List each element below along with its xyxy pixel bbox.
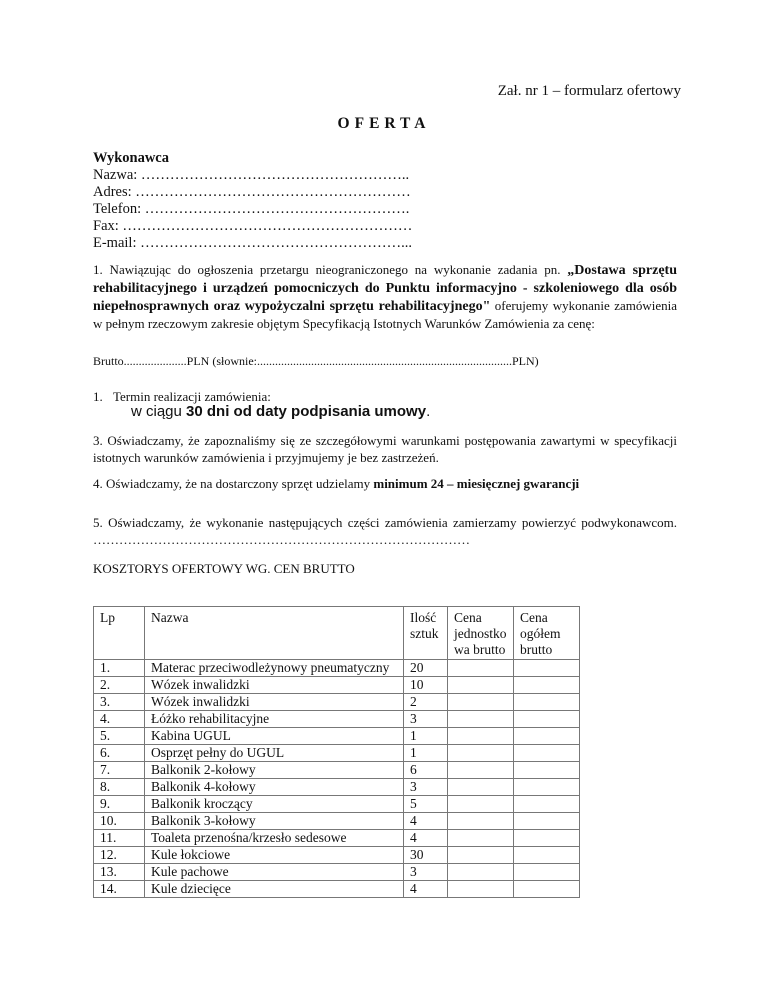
table-row <box>94 660 580 677</box>
row-unit-price-cell[interactable] <box>448 728 514 745</box>
field-value[interactable]: ………………………………………………. <box>144 201 410 217</box>
cost-estimate-heading: KOSZTORYS OFERTOWY WG. CEN BRUTTO <box>93 561 355 576</box>
row-name: Kule łokciowe <box>145 847 404 864</box>
row-total-price-cell[interactable] <box>514 677 580 694</box>
row-lp: 9. <box>94 796 145 813</box>
row-quantity: 3 <box>404 864 448 881</box>
section-1-offer <box>93 261 677 332</box>
row-name: Kule pachowe <box>145 864 404 881</box>
contractor-field-fax[interactable] <box>93 218 412 235</box>
field-value[interactable]: …………………………………………………… <box>122 218 413 234</box>
deadline-suffix: . <box>426 403 431 420</box>
row-quantity: 1 <box>404 745 448 762</box>
row-quantity: 4 <box>404 813 448 830</box>
field-value[interactable]: ………………………………………………... <box>140 235 412 251</box>
contractor-field-phone[interactable] <box>93 201 412 218</box>
row-name: Balkonik 4-kołowy <box>145 779 404 796</box>
row-unit-price-cell[interactable] <box>448 864 514 881</box>
row-lp: 8. <box>94 779 145 796</box>
contractor-heading: Wykonawca <box>93 150 169 166</box>
row-name: Toaleta przenośna/krzesło sedesowe <box>145 830 404 847</box>
section-5-subcontractors[interactable]: 5. Oświadczamy, że wykonanie następujących części zamówienia zamierzamy powierzyć podwykonawcom. …………………………………………………………………………… <box>93 515 677 547</box>
row-name: Balkonik kroczący <box>145 796 404 813</box>
table-row <box>94 677 580 694</box>
row-name: Kabina UGUL <box>145 728 404 745</box>
row-unit-price-cell[interactable] <box>448 677 514 694</box>
field-label: Adres: <box>93 184 132 200</box>
row-name: Wózek inwalidzki <box>145 694 404 711</box>
section-1-rest: oferujemy wykonanie zamówienia w pełnym rzeczowym zakresie objętym Specyfikacją Istotnych Warunków Zamówienia za cenę: <box>93 298 677 331</box>
row-quantity: 30 <box>404 847 448 864</box>
deadline-number: 1. <box>93 389 103 404</box>
row-quantity: 4 <box>404 830 448 847</box>
row-lp: 11. <box>94 830 145 847</box>
row-total-price-cell[interactable] <box>514 660 580 677</box>
table-row <box>94 864 580 881</box>
row-total-price-cell[interactable] <box>514 694 580 711</box>
deadline-days: 30 dni od daty podpisania umowy <box>186 403 427 420</box>
table-row <box>94 881 580 898</box>
row-quantity: 3 <box>404 779 448 796</box>
row-lp: 10. <box>94 813 145 830</box>
field-label: Telefon: <box>93 201 142 217</box>
column-header-quantity: Ilość sztuk <box>404 607 448 660</box>
row-lp: 1. <box>94 660 145 677</box>
row-total-price-cell[interactable] <box>514 728 580 745</box>
row-name: Balkonik 2-kołowy <box>145 762 404 779</box>
row-quantity: 3 <box>404 711 448 728</box>
row-unit-price-cell[interactable] <box>448 881 514 898</box>
contractor-field-name[interactable] <box>93 167 412 184</box>
table-row <box>94 779 580 796</box>
row-unit-price-cell[interactable] <box>448 660 514 677</box>
row-quantity: 20 <box>404 660 448 677</box>
row-unit-price-cell[interactable] <box>448 711 514 728</box>
section-4-warranty <box>93 475 677 492</box>
row-total-price-cell[interactable] <box>514 881 580 898</box>
gross-price-line[interactable]: Brutto.....................PLN (słownie:.....................................................................................PLN) <box>93 354 539 368</box>
row-lp: 12. <box>94 847 145 864</box>
row-total-price-cell[interactable] <box>514 813 580 830</box>
column-header-total-price: Cena ogółem brutto <box>514 607 580 660</box>
column-header-name: Nazwa <box>145 607 404 660</box>
row-name: Wózek inwalidzki <box>145 677 404 694</box>
table-row <box>94 762 580 779</box>
row-lp: 14. <box>94 881 145 898</box>
deadline-value <box>131 403 430 420</box>
row-quantity: 6 <box>404 762 448 779</box>
row-name: Łóżko rehabilitacyjne <box>145 711 404 728</box>
row-lp: 2. <box>94 677 145 694</box>
table-row <box>94 813 580 830</box>
row-total-price-cell[interactable] <box>514 762 580 779</box>
section-4-text: 4. Oświadczamy, że na dostarczony sprzęt udzielamy <box>93 476 374 491</box>
contractor-section <box>93 150 412 252</box>
row-lp: 3. <box>94 694 145 711</box>
document-title: OFERTA <box>337 115 431 132</box>
row-lp: 6. <box>94 745 145 762</box>
row-unit-price-cell[interactable] <box>448 813 514 830</box>
row-quantity: 10 <box>404 677 448 694</box>
row-quantity: 5 <box>404 796 448 813</box>
table-row <box>94 847 580 864</box>
row-total-price-cell[interactable] <box>514 779 580 796</box>
row-quantity: 1 <box>404 728 448 745</box>
row-name: Materac przeciwodleżynowy pneumatyczny <box>145 660 404 677</box>
row-unit-price-cell[interactable] <box>448 796 514 813</box>
contractor-field-email[interactable] <box>93 235 412 252</box>
table-row <box>94 711 580 728</box>
column-header-unit-price: Cena jednostko wa brutto <box>448 607 514 660</box>
row-name: Balkonik 3-kołowy <box>145 813 404 830</box>
field-label: Nazwa: <box>93 167 138 183</box>
row-total-price-cell[interactable] <box>514 847 580 864</box>
row-unit-price-cell[interactable] <box>448 830 514 847</box>
row-name: Osprzęt pełny do UGUL <box>145 745 404 762</box>
row-lp: 7. <box>94 762 145 779</box>
row-quantity: 2 <box>404 694 448 711</box>
column-header-lp: Lp <box>94 607 145 660</box>
row-unit-price-cell[interactable] <box>448 762 514 779</box>
field-label: Fax: <box>93 218 119 234</box>
row-unit-price-cell[interactable] <box>448 745 514 762</box>
row-unit-price-cell[interactable] <box>448 847 514 864</box>
field-value[interactable]: ………………………………………………… <box>135 184 411 200</box>
row-lp: 13. <box>94 864 145 881</box>
section-1-intro: 1. Nawiązując do ogłoszenia przetargu nieograniczonego na wykonanie zadania pn. <box>93 262 568 277</box>
row-lp: 5. <box>94 728 145 745</box>
cost-estimate-table <box>93 606 580 898</box>
row-total-price-cell[interactable] <box>514 830 580 847</box>
table-row <box>94 796 580 813</box>
row-name: Kule dziecięce <box>145 881 404 898</box>
row-lp: 4. <box>94 711 145 728</box>
row-unit-price-cell[interactable] <box>448 694 514 711</box>
contractor-field-address[interactable] <box>93 184 412 201</box>
warranty-term: minimum 24 – miesięcznej gwarancji <box>373 476 580 491</box>
section-3-declaration: 3. Oświadczamy, że zapoznaliśmy się ze szczegółowymi warunkami postępowania zawartymi w specyfikacji istotnych warunków zamówienia i przyjmujemy je bez zastrzeżeń. <box>93 433 677 465</box>
row-total-price-cell[interactable] <box>514 745 580 762</box>
field-value[interactable]: ……………………………………………….. <box>140 167 410 183</box>
deadline-label-text: Termin realizacji zamówienia: <box>113 389 271 404</box>
table-row <box>94 694 580 711</box>
table-row <box>94 830 580 847</box>
row-total-price-cell[interactable] <box>514 711 580 728</box>
table-row <box>94 745 580 762</box>
deadline-prefix: w ciągu <box>131 403 187 420</box>
field-label: E-mail: <box>93 235 137 251</box>
attachment-label: Zał. nr 1 – formularz ofertowy <box>497 83 681 99</box>
row-unit-price-cell[interactable] <box>448 779 514 796</box>
row-quantity: 4 <box>404 881 448 898</box>
row-total-price-cell[interactable] <box>514 864 580 881</box>
row-total-price-cell[interactable] <box>514 796 580 813</box>
table-row <box>94 728 580 745</box>
task-name: „Dostawa sprzętu rehabilitacyjnego i urządzeń pomocniczych do Punktu informacyjno - szkoleniowego dla osób niepełnosprawnych oraz wypożyczalni sprzętu rehabilitacyjnego" <box>93 263 677 314</box>
table-header-row <box>94 607 580 660</box>
